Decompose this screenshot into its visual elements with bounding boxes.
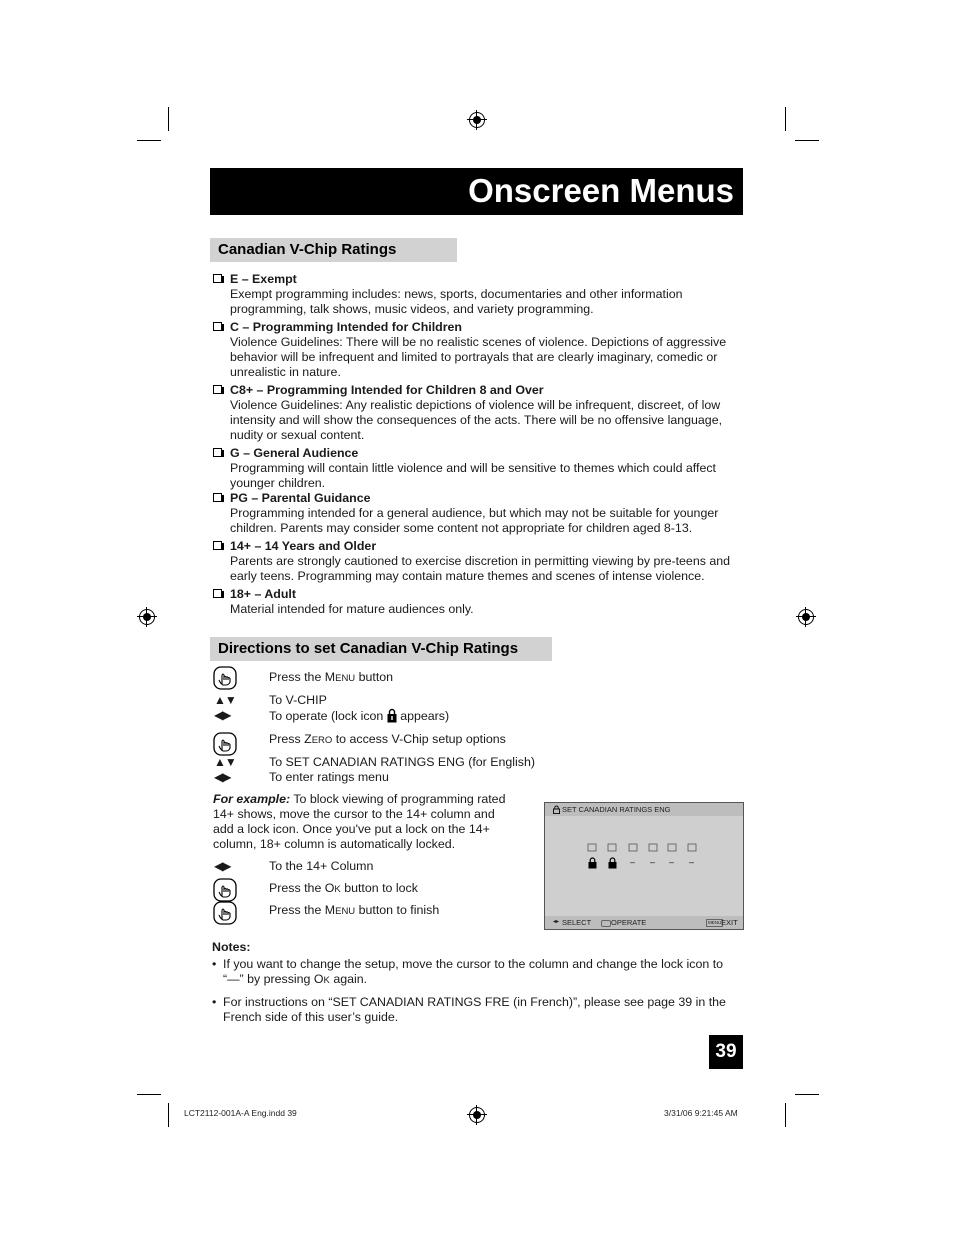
osd-bottom-bar	[545, 916, 743, 929]
left-right-arrow-icon: ◀▶	[214, 708, 231, 722]
step-text-part: ERO	[311, 735, 333, 746]
crop-mark	[168, 107, 169, 131]
registration-mark-icon	[139, 609, 155, 625]
rating-item	[213, 272, 748, 317]
rating-title: PG – Parental Guidance	[230, 491, 371, 505]
rating-title: 18+ – Adult	[230, 587, 296, 601]
left-right-arrow-icon: ◀▶	[214, 770, 231, 784]
step-text	[269, 881, 418, 897]
osd-title: SET CANADIAN RATINGS ENG	[562, 805, 671, 814]
checkbox-icon	[213, 322, 222, 331]
registration-mark-icon	[469, 112, 485, 128]
step-text-part: Press the O	[269, 881, 335, 895]
section-title: Canadian V-Chip Ratings	[218, 241, 397, 258]
step-text-part: button to finish	[355, 903, 440, 917]
rating-desc: Violence Guidelines: Any realistic depictions of violence will be infrequent, discreet, of low intensity and will show the consequences of the acts. There will be no offensive language, nudity or sexual content.	[230, 398, 723, 442]
rating-dash: –	[630, 857, 636, 867]
rating-desc: Material intended for mature audiences only.	[230, 602, 474, 616]
osd-operate-label: OPERATE	[611, 918, 647, 927]
lock-icon	[588, 857, 597, 869]
osd-exit-label: EXIT	[721, 918, 738, 927]
note-item	[212, 995, 747, 1025]
hand-press-icon	[213, 732, 237, 756]
menu-key-icon: MENU	[708, 920, 722, 925]
hand-press-icon	[213, 666, 237, 690]
rating-item	[213, 539, 748, 584]
checkbox-icon	[213, 274, 222, 283]
crop-mark	[785, 107, 786, 131]
rating-item	[213, 491, 748, 536]
rating-desc: Programming intended for a general audience, but which may not be suitable for younger children. Parents may consider some content not appropriate for children aged 8-13.	[230, 506, 719, 535]
rating-dash: –	[650, 857, 656, 867]
footer-timestamp: 3/31/06 9:21:45 AM	[664, 1108, 738, 1118]
rating-title: C8+ – Programming Intended for Children 8 and Over	[230, 383, 544, 397]
lock-icon	[387, 708, 397, 723]
step-text	[269, 708, 449, 724]
rating-title: E – Exempt	[230, 272, 297, 286]
crop-mark	[795, 140, 819, 141]
checkbox-icon	[213, 493, 222, 502]
checkbox-icon	[213, 448, 222, 457]
page-title: Onscreen Menus	[468, 172, 734, 209]
note-text-part: again.	[329, 972, 368, 986]
note-text: For instructions on “SET CANADIAN RATINGS FRE (in French)”, please see page 39 in the French side of this user’s guide.	[223, 995, 726, 1024]
example-paragraph	[213, 792, 518, 852]
rating-desc: Exempt programming includes: news, sports, documentaries and other information programming, talk shows, music videos, and variety programming.	[230, 287, 683, 316]
ok-key-icon	[601, 920, 611, 927]
rating-item	[213, 587, 748, 617]
lock-icon	[553, 805, 560, 814]
checkbox-icon	[213, 541, 222, 550]
rating-desc: Violence Guidelines: There will be no realistic scenes of violence. Depictions of aggressive behavior will be infrequent and limited to portrayals that are clearly imaginary, comedic or unrealistic in nature.	[230, 335, 727, 379]
crop-mark	[137, 1094, 161, 1095]
footer-file-info: LCT2112-001A-A Eng.indd 39	[184, 1108, 297, 1118]
registration-mark-icon	[798, 609, 814, 625]
note-text-part: If you want to change the setup, move the cursor to the column and change the lock icon to “—” by pressing O	[223, 957, 724, 986]
rating-column-icons	[587, 843, 702, 853]
step-text	[269, 670, 393, 686]
note-item	[212, 957, 747, 988]
checkbox-icon	[213, 589, 222, 598]
up-down-arrow-icon: ▲▼	[214, 693, 236, 707]
step-text: To the 14+ Column	[269, 859, 374, 873]
rating-item	[213, 446, 748, 491]
checkbox-icon	[213, 385, 222, 394]
rating-title: 14+ – 14 Years and Older	[230, 539, 377, 553]
rating-title: C – Programming Intended for Children	[230, 320, 462, 334]
step-text-part: K	[334, 884, 341, 895]
left-right-arrow-icon: ◂▸	[553, 919, 560, 925]
step-text-part: Press the M	[269, 670, 336, 684]
lock-icon	[608, 857, 617, 869]
step-text-part: Press Z	[269, 732, 312, 746]
example-lead: For example:	[213, 792, 291, 806]
rating-dash: –	[689, 857, 695, 867]
bullet-icon: •	[212, 995, 217, 1009]
rating-desc: Parents are strongly cautioned to exercise discretion in permitting viewing by pre-teens and early teens. Programming may contain mature themes and scenes of intense violence.	[230, 554, 731, 583]
example-text: To block viewing of programming rated 14+ shows, move the cursor to the 14+ column and add a lock icon. Once you've put a lock on the 14+ column, 18+ column is automatically locked.	[213, 792, 506, 851]
step-text	[269, 732, 506, 748]
section-heading	[210, 238, 457, 262]
note-text-part: K	[323, 975, 330, 986]
rating-desc: Programming will contain little violence and will be sensitive to themes which could affect younger children.	[230, 461, 716, 490]
header-banner	[210, 168, 743, 215]
step-text: To V-CHIP	[269, 693, 327, 707]
step-text-part: button	[355, 670, 394, 684]
crop-mark	[795, 1094, 819, 1095]
crop-mark	[785, 1103, 786, 1127]
step-text-part: ENU	[335, 906, 356, 917]
step-text: To SET CANADIAN RATINGS ENG (for English)	[269, 755, 535, 769]
rating-title: G – General Audience	[230, 446, 359, 460]
osd-title-bar	[545, 803, 743, 816]
step-text-part: button to lock	[340, 881, 418, 895]
rating-dash: –	[669, 857, 675, 867]
hand-press-icon	[213, 878, 237, 902]
bullet-icon: •	[212, 957, 217, 971]
rating-item	[213, 320, 748, 380]
left-right-arrow-icon: ◀▶	[214, 859, 231, 873]
step-text-part: to access V-Chip setup options	[332, 732, 506, 746]
up-down-arrow-icon: ▲▼	[214, 755, 236, 769]
section-heading	[210, 637, 552, 661]
notes-heading: Notes:	[212, 940, 251, 954]
step-text: To enter ratings menu	[269, 770, 389, 784]
crop-mark	[168, 1103, 169, 1127]
step-text	[269, 903, 439, 919]
step-text-part: Press the M	[269, 903, 336, 917]
osd-screen	[544, 802, 744, 930]
step-text-part: To operate (lock icon	[269, 709, 387, 723]
osd-select-label: SELECT	[562, 918, 592, 927]
section-title: Directions to set Canadian V-Chip Ratings	[218, 640, 519, 657]
step-text-part: appears)	[396, 709, 450, 723]
hand-press-icon	[213, 901, 237, 925]
step-text-part: ENU	[335, 673, 356, 684]
crop-mark	[137, 140, 161, 141]
registration-mark-icon	[469, 1107, 485, 1123]
rating-item	[213, 383, 748, 443]
page-number: 39	[709, 1035, 743, 1069]
